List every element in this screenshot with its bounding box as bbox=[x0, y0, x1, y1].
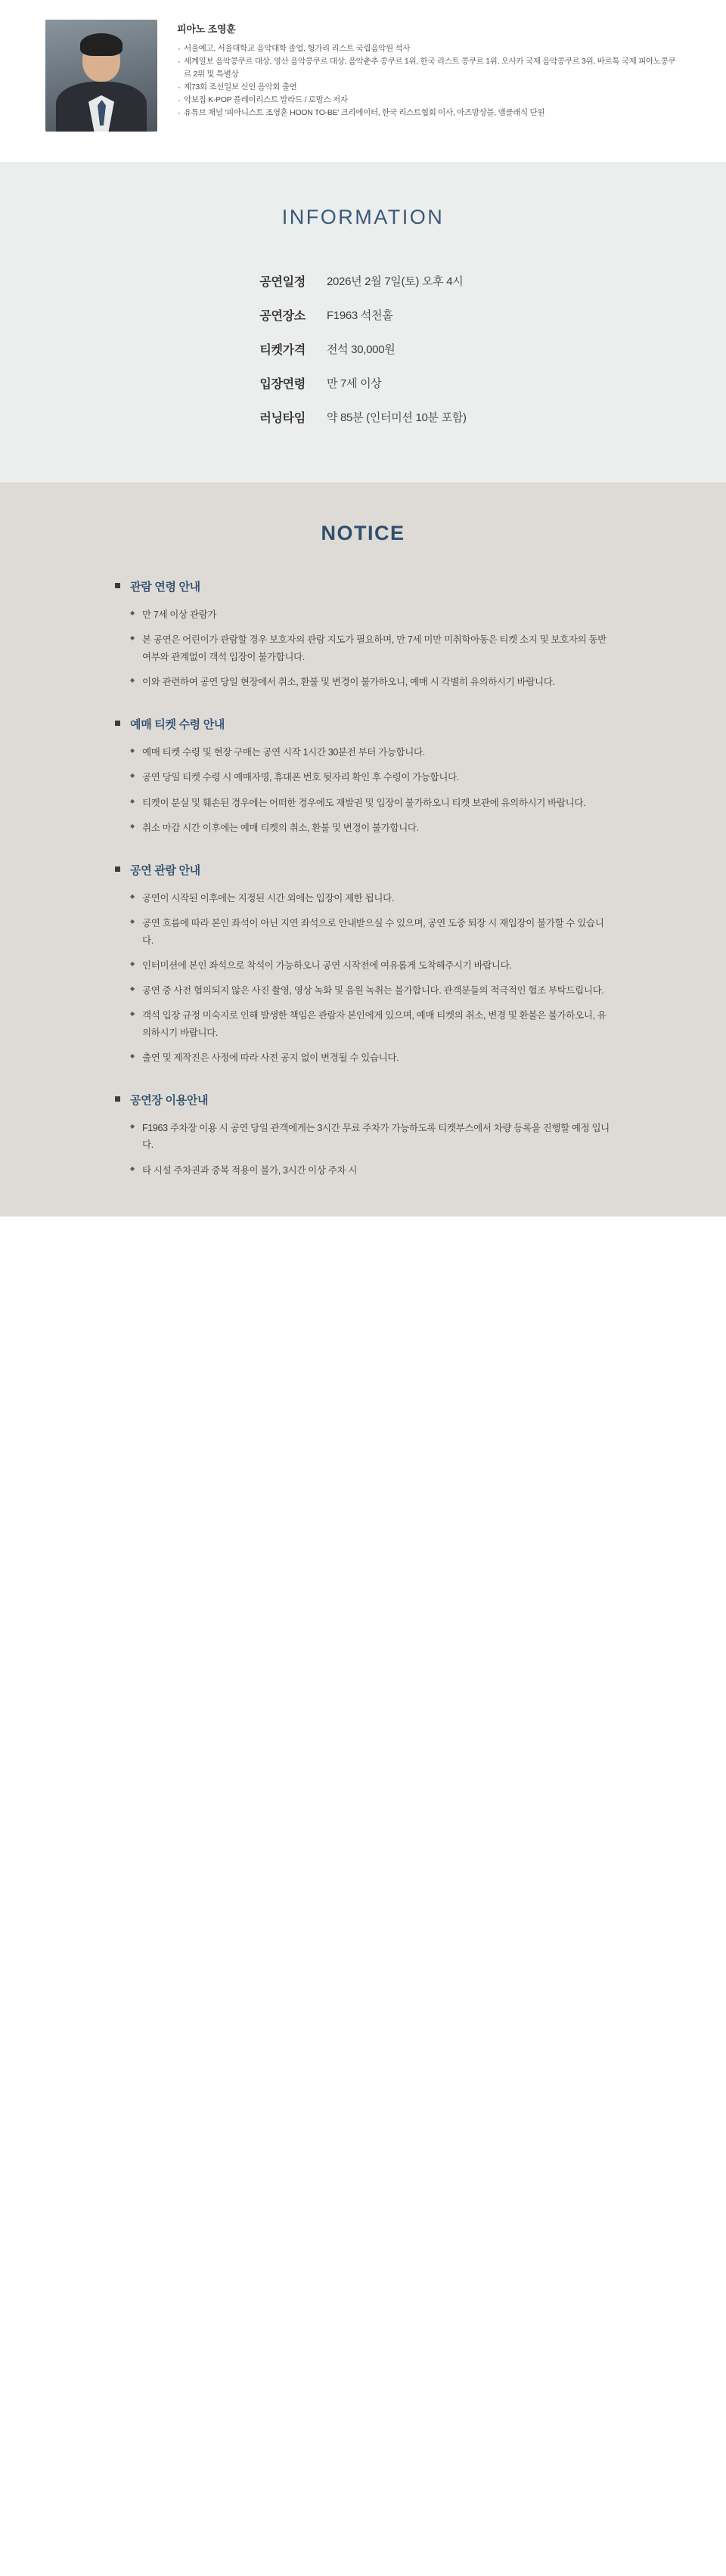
notice-item-list bbox=[113, 1120, 613, 1179]
table-row bbox=[259, 366, 466, 400]
list-item: ◆ 타 시설 주차권과 중복 적용이 불가, 3시간 이상 주차 시 bbox=[130, 1162, 613, 1179]
list-item: ◆ 공연 흐름에 따라 본인 좌석이 아닌 지연 좌석으로 안내받으실 수 있으며, 공연 도중 퇴장 시 재입장이 불가할 수 있습니다. bbox=[130, 915, 613, 949]
credit-item: · 세계일보 음악콩쿠르 대상, 영산 음악콩쿠르 대상, 음악춘추 콩쿠르 1위, 한국 리스트 콩쿠르 1위, 오사카 국제 음악콩쿠르 3위, 바르톡 국제 피아노콩쿠르 2위 및 특별상 bbox=[177, 55, 681, 81]
profile-text bbox=[177, 20, 681, 119]
list-item: ◆ 예매 티켓 수령 및 현장 구매는 공연 시작 1시간 30분전 부터 가능합니다. bbox=[130, 744, 613, 761]
information-title: INFORMATION bbox=[281, 206, 445, 228]
information-table bbox=[259, 264, 466, 434]
notice-section bbox=[0, 482, 726, 1217]
list-item: ◆ 공연 중 사전 협의되지 않은 사진 촬영, 영상 녹화 및 음원 녹취는 불가합니다. 관객분들의 적극적인 협조 부탁드립니다. bbox=[130, 982, 613, 999]
table-row bbox=[259, 332, 466, 366]
list-item: ◆ 인터미션에 본인 좌석으로 착석이 가능하오니 공연 시작전에 여유롭게 도착해주시기 바랍니다. bbox=[130, 957, 613, 974]
list-item: ◆ 이와 관련하여 공연 당일 현장에서 취소, 환불 및 변경이 불가하오니, 예매 시 각별히 유의하시기 바랍니다. bbox=[130, 674, 613, 690]
performer-name: 피아노 조영훈 bbox=[177, 23, 236, 35]
list-item: ◆ 취소 마감 시간 이후에는 예매 티켓의 취소, 환불 및 변경이 불가합니다. bbox=[130, 820, 613, 836]
info-label: 티켓가격 bbox=[259, 344, 306, 357]
list-item: ◆ 만 7세 이상 관람가 bbox=[130, 606, 613, 623]
table-row bbox=[259, 298, 466, 332]
info-label: 공연일정 bbox=[259, 276, 306, 289]
notice-group-heading: 공연장 이용안내 bbox=[113, 1092, 613, 1108]
poster-page bbox=[0, 0, 726, 1217]
info-label: 러닝타임 bbox=[259, 412, 306, 425]
list-item: ◆ F1963 주차장 이용 시 공연 당일 관객에게는 3시간 무료 주차가 가능하도록 티켓부스에서 차량 등록을 진행할 예정 입니다. bbox=[130, 1120, 613, 1154]
notice-group-venue bbox=[113, 1092, 613, 1179]
info-label: 공연장소 bbox=[259, 310, 306, 323]
credit-item: · 제73회 조선일보 신인 음악회 출연 bbox=[177, 81, 681, 94]
notice-group-heading: 예매 티켓 수령 안내 bbox=[113, 716, 613, 732]
info-value: 약 85분 (인터미션 10분 포함) bbox=[326, 411, 467, 424]
table-row bbox=[259, 264, 466, 298]
performer-portrait bbox=[45, 20, 157, 132]
table-row bbox=[259, 400, 466, 434]
notice-body bbox=[113, 578, 613, 1179]
list-item: ◆ 공연 당일 티켓 수령 시 예매자명, 휴대폰 번호 뒷자리 확인 후 수령이 가능합니다. bbox=[130, 769, 613, 786]
portrait-hair bbox=[80, 33, 123, 56]
info-label: 입장연령 bbox=[259, 378, 306, 391]
performer-credits bbox=[177, 42, 681, 119]
profile-section bbox=[0, 0, 726, 162]
notice-item-list bbox=[113, 606, 613, 690]
info-value: F1963 석천홀 bbox=[326, 309, 393, 322]
list-item: ◆ 본 공연은 어린이가 관람할 경우 보호자의 관람 지도가 필요하며, 만 7세 미만 미취학아동은 티켓 소지 및 보호자의 동반 여부와 관계없이 객석 입장이 불가합니다. bbox=[130, 631, 613, 665]
list-item: ◆ 티켓이 분실 및 훼손된 경우에는 어떠한 경우에도 재발권 및 입장이 불가하오니 티켓 보관에 유의하시기 바랍니다. bbox=[130, 795, 613, 811]
list-item: ◆ 출연 및 제작진은 사정에 따라 사전 공지 없이 변경될 수 있습니다. bbox=[130, 1049, 613, 1066]
notice-item-list bbox=[113, 890, 613, 1066]
notice-group-heading: 공연 관람 안내 bbox=[113, 862, 613, 878]
notice-title: NOTICE bbox=[321, 522, 405, 544]
credit-item: · 유튜브 채널 '피아니스트 조영훈 HOON TO-BE' 크리에이터, 한국 리스트협회 이사, 아즈망상블, 앰클래식 단원 bbox=[177, 107, 681, 119]
info-value: 전석 30,000원 bbox=[326, 343, 396, 356]
credit-item: · 악보집 K-POP 플레이리스트 발라드 / 로망스 저자 bbox=[177, 94, 681, 107]
notice-item-list bbox=[113, 744, 613, 836]
notice-group-age bbox=[113, 578, 613, 690]
notice-group-viewing bbox=[113, 862, 613, 1066]
credit-item: · 서울예고, 서울대학교 음악대학 졸업, 헝가리 리스트 국립음악원 석사 bbox=[177, 42, 681, 55]
info-value: 만 7세 이상 bbox=[326, 377, 382, 390]
notice-group-heading: 관람 연령 안내 bbox=[113, 578, 613, 594]
information-section bbox=[0, 162, 726, 482]
list-item: ◆ 공연이 시작된 이후에는 지정된 시간 외에는 입장이 제한 됩니다. bbox=[130, 890, 613, 907]
list-item: ◆ 객석 입장 규정 미숙지로 인해 발생한 책임은 관람자 본인에게 있으며, 예매 티켓의 취소, 변경 및 환불은 불가하오니, 유의하시기 바랍니다. bbox=[130, 1007, 613, 1041]
notice-group-ticket-pickup bbox=[113, 716, 613, 836]
info-value: 2026년 2월 7일(토) 오후 4시 bbox=[326, 275, 464, 288]
